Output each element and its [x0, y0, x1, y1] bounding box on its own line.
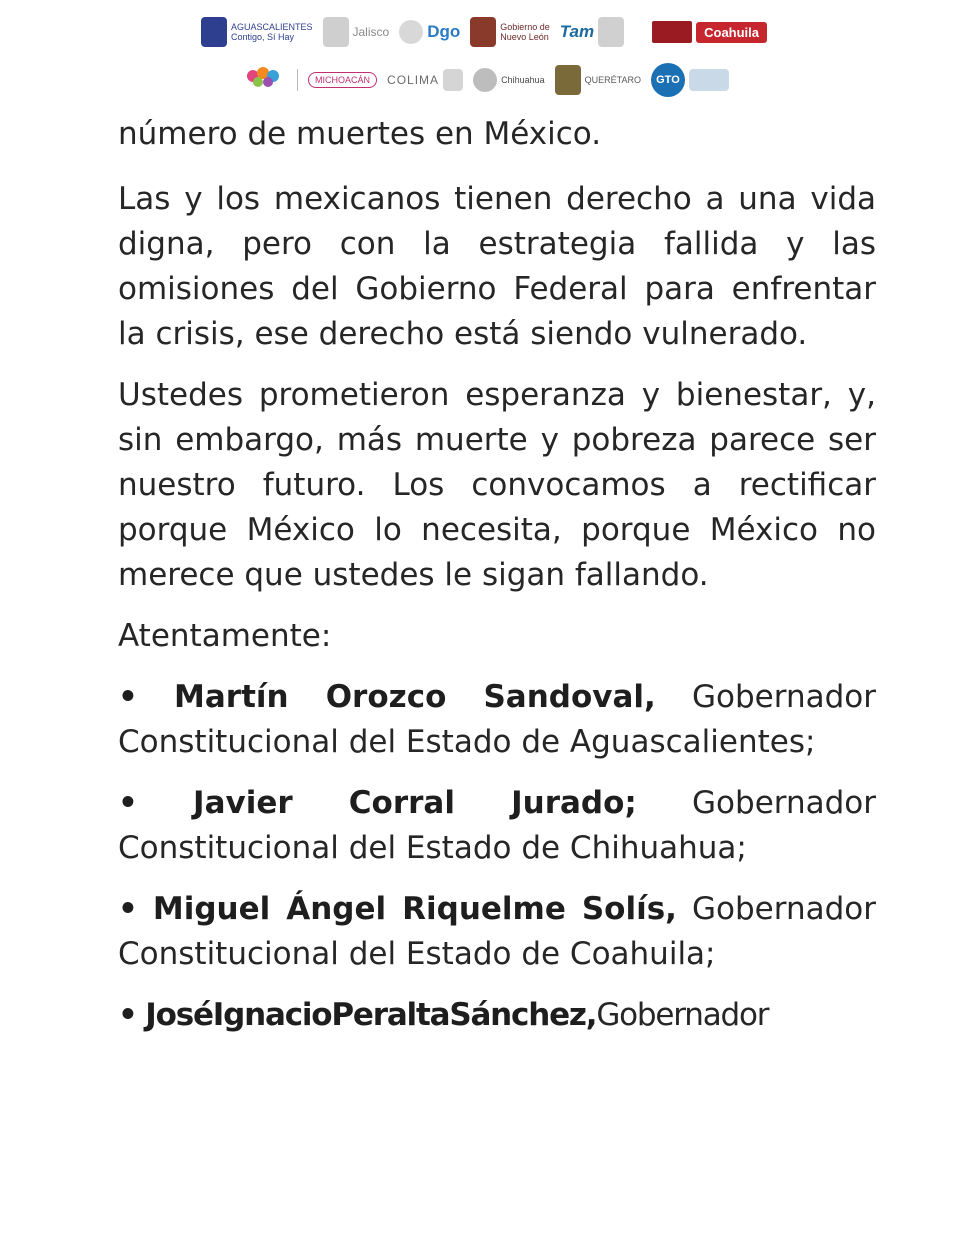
bullet: • [118, 785, 138, 821]
colima-logo [387, 62, 463, 98]
colima-logo-text: COLIMA [387, 72, 440, 87]
bullet: • [118, 679, 138, 715]
michoacan-logo-text: MICHOACÁN [308, 72, 377, 88]
paragraph-2: Las y los mexicanos tienen derecho a una vida digna, pero con la estrategia fallida y las omisiones del Gobierno Federal para enfrentar la crisis, ese derecho está siendo vulnerado. [118, 181, 876, 352]
signatory-title: Gobernador Constitucional del Estado de Aguascalientes; [118, 679, 876, 760]
signatory-title: Gobernador [596, 997, 769, 1033]
chihuahua-logo-text: Chihuahua [501, 75, 545, 85]
tamaulipas-logo-text: Tam [559, 22, 595, 41]
tamaulipas-seal-icon [598, 17, 624, 47]
durango-logo [399, 14, 460, 50]
nuevo-leon-logo [470, 14, 550, 50]
coahuila-seal-icon [652, 21, 692, 43]
guanajuato-logo [651, 62, 729, 98]
signatory-name: Miguel Ángel Riquelme Solís, [152, 891, 677, 927]
aguascalientes-logo-text: AGUASCALIENTES Contigo, Sí Hay [230, 22, 313, 42]
signatory-title: Gobernador Constitucional del Estado de Chihuahua; [118, 785, 877, 866]
logo-row-2 [0, 60, 968, 100]
signatory-name: Javier Corral Jurado; [193, 785, 637, 821]
signatory-3 [118, 887, 876, 977]
durango-logo-text: Dgo [427, 22, 461, 41]
logo-row-1 [0, 12, 968, 52]
signatory-4 [118, 993, 876, 1038]
paragraph-3: Ustedes prometieron esperanza y bienestar, y, sin embargo, más muerte y pobreza parece ser nuestro futuro. Los convocamos a rectificar porque México lo necesita, porque México no merece que ustedes le sigan fallando. [118, 377, 876, 593]
jalisco-logo-text: Jalisco [352, 24, 390, 39]
chihuahua-seal-icon [473, 68, 497, 92]
colima-seal-icon [443, 69, 463, 91]
aguascalientes-logo [201, 14, 313, 50]
coahuila-logo [652, 14, 767, 50]
letter-body [118, 112, 876, 1054]
jalisco-seal-icon [323, 17, 349, 47]
chihuahua-logo [473, 62, 545, 98]
coahuila-logo-text: Coahuila [696, 22, 767, 43]
nuevo-leon-logo-text: Gobierno de Nuevo León [500, 22, 550, 42]
bullet: • [118, 997, 137, 1033]
signatory-name: Martín Orozco Sandoval, [174, 679, 656, 715]
signatory-2 [118, 781, 876, 871]
bullet: • [118, 891, 138, 927]
jalisco-logo [323, 14, 390, 50]
michoacan-wordmark [308, 62, 377, 98]
signatory-name: JoséIgnacioPeraltaSánchez, [145, 997, 597, 1033]
tamaulipas-logo [560, 14, 624, 50]
logo-divider [297, 69, 298, 91]
signatory-title: Gobernador Constitucional del Estado de Coahuila; [118, 891, 876, 972]
michoacan-logo [239, 62, 287, 98]
queretaro-logo-text: QUERÉTARO [584, 75, 641, 85]
nuevo-leon-seal-icon [470, 17, 496, 47]
aguascalientes-seal-icon [201, 17, 227, 47]
guanajuato-wordmark-icon [689, 69, 729, 91]
closing-salutation: Atentamente: [118, 618, 332, 654]
guanajuato-badge-icon: GTO [651, 63, 685, 97]
paragraph-1: número de muertes en México. [118, 116, 602, 152]
michoacan-flower-icon [239, 64, 287, 96]
queretaro-logo [555, 62, 641, 98]
durango-seal-icon [399, 20, 423, 44]
signatory-1 [118, 675, 876, 765]
queretaro-seal-icon [555, 65, 581, 95]
state-logos-header [0, 8, 968, 106]
